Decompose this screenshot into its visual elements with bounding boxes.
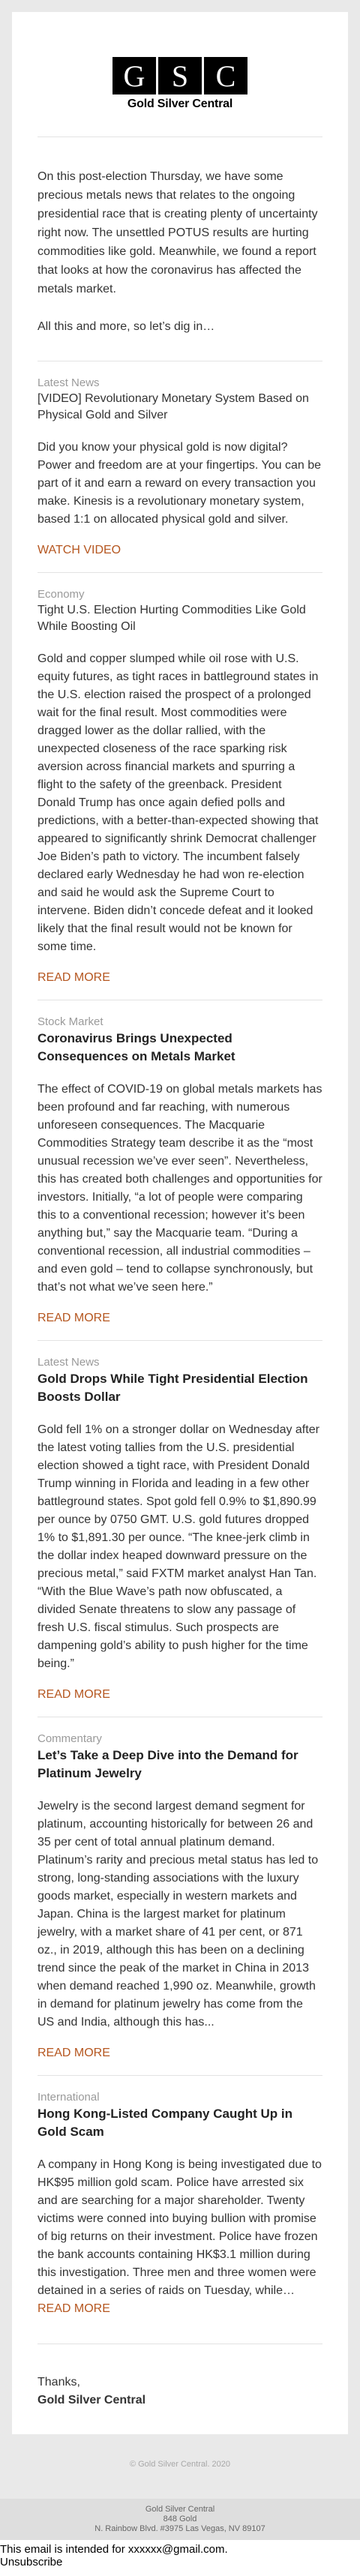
- watch-video-link[interactable]: WATCH VIDEO: [38, 544, 122, 556]
- read-more-link[interactable]: READ MORE: [38, 2302, 110, 2315]
- article-title[interactable]: [VIDEO] Revolutionary Monetary System Based on Physical Gold and Silver: [38, 392, 309, 421]
- email-card: [12, 12, 348, 2434]
- intended-recipient-note: This email is intended for xxxxxx@gmail.com.: [0, 2543, 228, 2556]
- address-line: 848 Gold: [163, 2515, 197, 2524]
- article-category: Commentary: [38, 1732, 102, 1745]
- logo-letter-c: C: [204, 57, 248, 94]
- article-title[interactable]: Tight U.S. Election Hurting Commodities Like Gold While Boosting Oil: [38, 604, 306, 633]
- address-line: Gold Silver Central: [145, 2505, 215, 2514]
- article-body: Jewelry is the second largest demand segment for platinum, accounting historically for between 26 and 35 per cent of total annual platinum demand. Platinum’s rarity and precious metal status has led to strong, long-standing associations with the luxury goods market, especially in western markets and Japan. China is the largest market for platinum jewelry, with a market share of 41 per cent, or 871 oz., in 2019, although this has been on a declining trend since the peak of the market in China in 2013 when demand reached 1,990 oz. Meanwhile, growth in demand for platinum jewelry has come from the US and India, although this has...: [38, 1800, 319, 2029]
- signoff-thanks: Thanks,: [38, 2376, 80, 2389]
- article-title[interactable]: Gold Drops While Tight Presidential Election Boosts Dollar: [38, 1372, 308, 1404]
- article-title[interactable]: Hong Kong-Listed Company Caught Up in Gold Scam: [38, 2107, 292, 2139]
- article-gold-drops: [38, 1340, 322, 1717]
- article-body: The effect of COVID-19 on global metals markets has been profound and far reaching, with numerous unforeseen consequences. The Macquarie Commodities Strategy team describe it as the “most unusual recession we’ve ever seen”. Nevertheless, this has created both challenges and opportunities for investors. Initially, “a lot of people were comparing this to a conventional recession; however it’s been anything but,” say the Macquarie team. “During a conventional recession, all industrial commodities – and even gold – tend to collapse synchronously, but that’s not what we’ve seen here.”: [38, 1083, 322, 1294]
- signoff-signature: Gold Silver Central: [38, 2394, 146, 2407]
- article-body: [38, 2156, 322, 2318]
- address-line: N. Rainbow Blvd. #3975 Las Vegas, NV 89107: [94, 2524, 266, 2533]
- intro: [38, 167, 322, 361]
- divider: [38, 136, 322, 137]
- footer-legal: [0, 2540, 360, 2576]
- read-more-link[interactable]: READ MORE: [38, 971, 110, 984]
- logo-letter-g: G: [112, 57, 156, 94]
- article-economy: [38, 572, 322, 1000]
- footer-address: [0, 2499, 360, 2540]
- article-hong-kong: [38, 2075, 322, 2344]
- article-title[interactable]: Coronavirus Brings Unexpected Consequences on Metals Market: [38, 1031, 236, 1063]
- logo-letter-s: S: [158, 57, 202, 94]
- read-more-link[interactable]: READ MORE: [38, 1688, 110, 1701]
- article-category: Economy: [38, 588, 85, 601]
- article-title[interactable]: Let’s Take a Deep Dive into the Demand for Platinum Jewelry: [38, 1748, 298, 1780]
- article-stock-market: [38, 1000, 322, 1340]
- article-body: Gold fell 1% on a stronger dollar on Wednesday after the latest voting tallies from the U.S. presidential election showed a tight race, with President Donald Trump winning in Florida and leading in a few other battleground states. Spot gold fell 0.9% to $1,890.99 per ounce by 0750 GMT. U.S. gold futures dropped 1% to $1,891.30 per ounce. “The knee-jerk climb in the dollar index heaped downward pressure on the precious metal,” said FXTM market analyst Han Tan. “With the Blue Wave’s path now obfuscated, a divided Senate threatens to slow any passage of fresh U.S. fiscal stimulus. Such prospects are dampening gold’s ability to push higher for the time being.”: [38, 1423, 320, 1670]
- signoff: [38, 2344, 322, 2413]
- article-category: Latest News: [38, 376, 100, 389]
- article-body: Did you know your physical gold is now digital? Power and freedom are at your fingertips. You can be part of it and earn a reward on every transaction you make. Kinesis is a revolutionary monetary system, based 1:1 on allocated physical gold and silver.: [38, 441, 322, 526]
- logo-name: Gold Silver Central: [127, 97, 233, 110]
- logo-letters: [112, 57, 248, 94]
- read-more-link[interactable]: READ MORE: [38, 1312, 110, 1324]
- article-category: Latest News: [38, 1356, 100, 1369]
- article-body: Gold and copper slumped while oil rose with U.S. equity futures, as tight races in battleground states in the U.S. election raised the prospect of a prolonged wait for the final result. Most commodities were dragged lower as the dollar rallied, with the unexpected closeness of the race sparking risk aversion across financial markets and spurring a flight to the safety of the greenback. President Donald Trump has once again defied polls and predictions, with a better-than-expected showing that appeared to significantly shrink Democrat challenger Joe Biden’s path to victory. The incumbent falsely declared early Wednesday he had won re-election and said he would ask the Supreme Court to intervene. Biden didn’t concede defeat and it looked likely that the final result would not be known for some time.: [38, 652, 319, 953]
- article-category: International: [38, 2091, 100, 2104]
- read-more-link[interactable]: READ MORE: [38, 2047, 110, 2059]
- intro-paragraph: On this post-election Thursday, we have some precious metals news that relates to the ongoing presidential race that is creating plenty of uncertainty right now. The unsettled POTUS results are hurting commodities like gold. Meanwhile, we found a report that looks at how the coronavirus has affected the metals market.: [38, 170, 318, 295]
- article-platinum: [38, 1717, 322, 2075]
- article-video: [38, 361, 322, 572]
- intro-paragraph: All this and more, so let’s dig in…: [38, 320, 215, 333]
- unsubscribe-link[interactable]: Unsubscribe: [0, 2556, 63, 2569]
- article-body-text: A company in Hong Kong is being investigated due to HK$95 million gold scam. Police have arrested six and are searching for a major shareholder. Twenty victims were conned into buying bullion with promise of big returns on their investment. Police have frozen the bank accounts containing HK$3.1 million during this investigation. Three men and three women were detained in a series of raids on Tuesday, while…: [38, 2158, 322, 2297]
- copyright: © Gold Silver Central. 2020: [129, 2460, 231, 2469]
- gsc-logo[interactable]: [110, 57, 250, 136]
- article-category: Stock Market: [38, 1015, 104, 1028]
